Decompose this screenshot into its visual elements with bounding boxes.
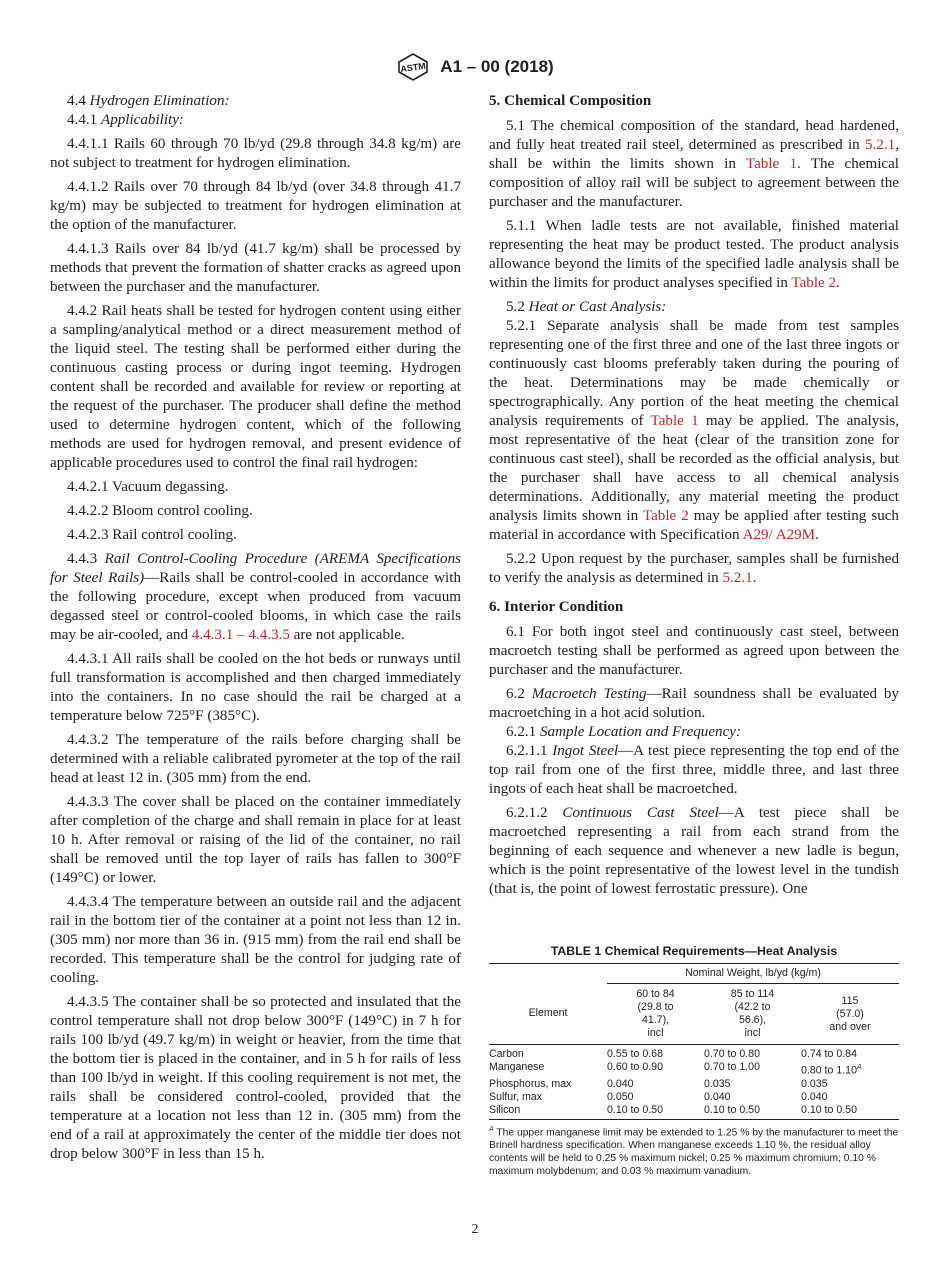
element-column-header: Element (489, 984, 607, 1045)
paragraph-4-4-1-3: 4.4.1.3 Rails over 84 lb/yd (41.7 kg/m) shall be processed by methods that prevent the formation of shatter cracks as agreed upon between the purchaser and the manufacturer. (50, 241, 461, 295)
table-row: Phosphorus, max 0.040 0.035 0.035 (489, 1077, 828, 1090)
section-link-4-4-3-1[interactable]: 4.4.3.1 – 4.4.3.5 (191, 627, 290, 643)
table-row: Carbon 0.55 to 0.68 0.70 to 0.80 0.74 to 0.84 (489, 1048, 857, 1060)
paragraph-4-4-3-2: 4.4.3.2 The temperature of the rails before charging shall be determined with a reliable calibrated pyrometer at the top of the rail head at least 12 in. (305 mm) from the end. (50, 732, 461, 786)
document-designation: A1 – 00 (2018) (440, 57, 554, 76)
section-link-5-2-1[interactable]: 5.2.1 (865, 137, 896, 153)
paragraph-5-2-2: 5.2.2 Upon request by the purchaser, samples shall be furnished to verify the analysis as determined in 5.2.1. (489, 551, 899, 586)
spec-a29-link[interactable]: A29/ A29M (742, 527, 816, 543)
paragraph-4-4-1-2: 4.4.1.2 Rails over 70 through 84 lb/yd (over 34.8 through 41.7 kg/m) may be subjected to treatment for hydrogen elimination at the option of the manufacturer. (50, 179, 461, 233)
column-header-115-over: 115 (57.0) and over (801, 984, 899, 1045)
paragraph-4-4-1-1: 4.4.1.1 Rails 60 through 70 lb/yd (29.8 through 34.8 kg/m) are not subject to treatment for hydrogen elimination. (50, 136, 461, 171)
paragraph-4-4-2-1: 4.4.2.1 Vacuum degassing. (67, 479, 229, 495)
paragraph-4-4-3-4: 4.4.3.4 The temperature between an outside rail and the adjacent rail in the bottom tier of the container at a point not less than 12 in. (305 mm) nor more than 36 in. (915 mm) from the rail end shall be recorded. This temperature shall be the control for judging rate of cooling. (50, 894, 461, 986)
nominal-weight-header: Nominal Weight, lb/yd (kg/m) (607, 964, 899, 984)
paragraph-4-4-3-3: 4.4.3.3 The cover shall be placed on the container immediately after completion of the charge and shall remain in place for at least 10 h. After removal or raising of the lid of the container, no rail shall be removed until the top layer of rails has fallen to 300°F (149°C) or lower. (50, 794, 461, 886)
table-1-title: TABLE 1 Chemical Requirements—Heat Analysis (550, 944, 838, 958)
paragraph-5-1: 5.1 The chemical composition of the standard, head hardened, and fully heat treated rail steel, determined as prescribed in 5.2.1, shall be within the limits shown in Table 1. The chemical composition of alloy rail will be subject to agreement between the purchaser and the manufacturer. (489, 118, 899, 210)
table-row: Sulfur, max 0.050 0.040 0.040 (489, 1090, 828, 1103)
right-column (489, 92, 899, 904)
paragraph-6-2: 6.2 Macroetch Testing—Rail soundness shall be evaluated by macroetching in a hot acid solution. (489, 686, 900, 721)
section-4-4-heading: 4.4 Hydrogen Elimination: (67, 93, 230, 109)
section-6-heading: 6. Interior Condition (489, 599, 624, 615)
section-4-4-1-heading: 4.4.1 Applicability: (67, 112, 184, 128)
astm-logo-icon (396, 52, 430, 82)
paragraph-6-1: 6.1 For both ingot steel and continuously cast steel, between macroetch testing shall be performed as agreed upon between the purchaser and the manufacturer. (489, 624, 899, 678)
page-number: 2 (471, 1222, 479, 1237)
left-column (50, 92, 461, 1169)
chemical-requirements-table (489, 963, 899, 1120)
svg-text:ASTM: ASTM (400, 60, 427, 75)
paragraph-6-2-1-1: 6.2.1.1 Ingot Steel—A test piece representing the top end of the top rail from one of the first three, middle three, and last three ingots of each heat shall be macroetched. (489, 743, 899, 797)
table-1-footnote: $^A$ The upper manganese limit may be extended to 1.25 % by the manufacturer to meet the Brinell hardness specification. When manganese exceeds 1.10 %, the residual alloy contents will be held to 0.25 % maximum nickel; 0.25 % maximum chromium; 0.10 % maximum molybdenum; and 0.03 % maximum vanadium. (489, 1125, 899, 1177)
paragraph-4-4-3: 4.4.3 Rail Control-Cooling Procedure (AREMA Specifications for Steel Rails)—Rails shall be control-cooled in accordance with the following procedure, except when produced from vacuum degassed steel or control-cooled blooms, in which case the rails may be air-cooled, and 4.4.3.1 – 4.4.3.5 are not applicable. (50, 551, 461, 643)
column-header-60-84: 60 to 84 (29.8 to 41.7), incl (607, 984, 704, 1045)
section-5-heading: 5. Chemical Composition (489, 93, 652, 109)
column-header-85-114: 85 to 114 (42.2 to 56.6), incl (704, 984, 801, 1045)
table-row: Manganese 0.60 to 0.90 0.70 to 1.00 0.80 to $1.10^A$ (489, 1061, 862, 1077)
paragraph-4-4-2-2: 4.4.2.2 Bloom control cooling. (67, 503, 253, 519)
section-link-5-2-1[interactable]: 5.2.1 (722, 570, 753, 586)
footnote-marker: A (856, 1064, 862, 1071)
paragraph-6-2-1-2: 6.2.1.2 Continuous Cast Steel—A test piece shall be macroetched representing a rail from each strand from the beginning of each sequence and whenever a new ladle is begun, which is the point representative of the lowest level in the tundish (that is, the point of lowest ferrostatic pressure). One (489, 805, 900, 897)
page-header (0, 52, 950, 86)
table-1-link[interactable]: Table 1 (650, 413, 699, 429)
table-1-block (489, 944, 899, 1178)
table-row: Silicon 0.10 to 0.50 0.10 to 0.50 0.10 to 0.50 (489, 1104, 899, 1120)
section-5-2-heading: 5.2 Heat or Cast Analysis: (506, 299, 667, 315)
paragraph-4-4-3-1: 4.4.3.1 All rails shall be cooled on the hot beds or runways until full transformation is accomplished and then charged immediately into the containers. In no case should the rail be charged at a temperature below 725°F (385°C). (50, 651, 461, 724)
section-6-2-1-heading: 6.2.1 Sample Location and Frequency: (506, 724, 742, 740)
paragraph-5-1-1: 5.1.1 When ladle tests are not available, finished material representing the heat may be product tested. The product analysis allowance beyond the limits of the specified ladle analysis shall be within the limits for product analyses specified in Table 2. (489, 218, 899, 291)
table-2-link[interactable]: Table 2 (642, 508, 689, 524)
paragraph-5-2-1: 5.2.1 Separate analysis shall be made from test samples representing one of the first three and one of the last three ingots or continuously cast blooms preferably taken during the pouring of the heat. Determinations may be made chemically or spectrographically. Any portion of the heat meeting the chemical analysis requirements of Table 1 may be applied. The analysis, most representative of the heat (clear of the transition zone for continuous cast steel), shall be recorded as the official analysis, but the purchaser shall have access to all chemical analysis determinations. Additionally, any material meeting the product analysis limits shown in Table 2 may be applied after testing such material in accordance with Specification A29/ A29M. (489, 318, 900, 543)
table-2-link[interactable]: Table 2 (791, 275, 837, 291)
paragraph-4-4-2-3: 4.4.2.3 Rail control cooling. (67, 527, 237, 543)
table-1-link[interactable]: Table 1 (745, 156, 798, 172)
paragraph-4-4-3-5: 4.4.3.5 The container shall be so protected and insulated that the control temperature shall not drop below 300°F (149°C) in 7 h for rails 100 lb/yd (49.7 kg/m) in weight or heavier, from the time that the bottom tier is placed in the container, and in 5 h for rails of less than 100 lb/yd in weight. If this cooling requirement is not met, the rails shall be considered control-cooled, provided that the temperature at a location not less than 12 in. (305 mm) from the end of a rail at approximately the center of the middle tier does not drop below 300°F in less than 15 h. (50, 994, 461, 1162)
paragraph-4-4-2: 4.4.2 Rail heats shall be tested for hydrogen content using either a sampling/analytical method or a direct measurement method of the liquid steel. The testing shall be performed either during the continuous casting process or during ingot teeming. Hydrogen content shall be recorded and available for review or reporting at the request of the purchaser. The producer shall define the method used to determine hydrogen content, which of the following methods are used for hydrogen removal, and present evidence of applicable procedures used to control the final rail hydrogen: (50, 303, 461, 471)
